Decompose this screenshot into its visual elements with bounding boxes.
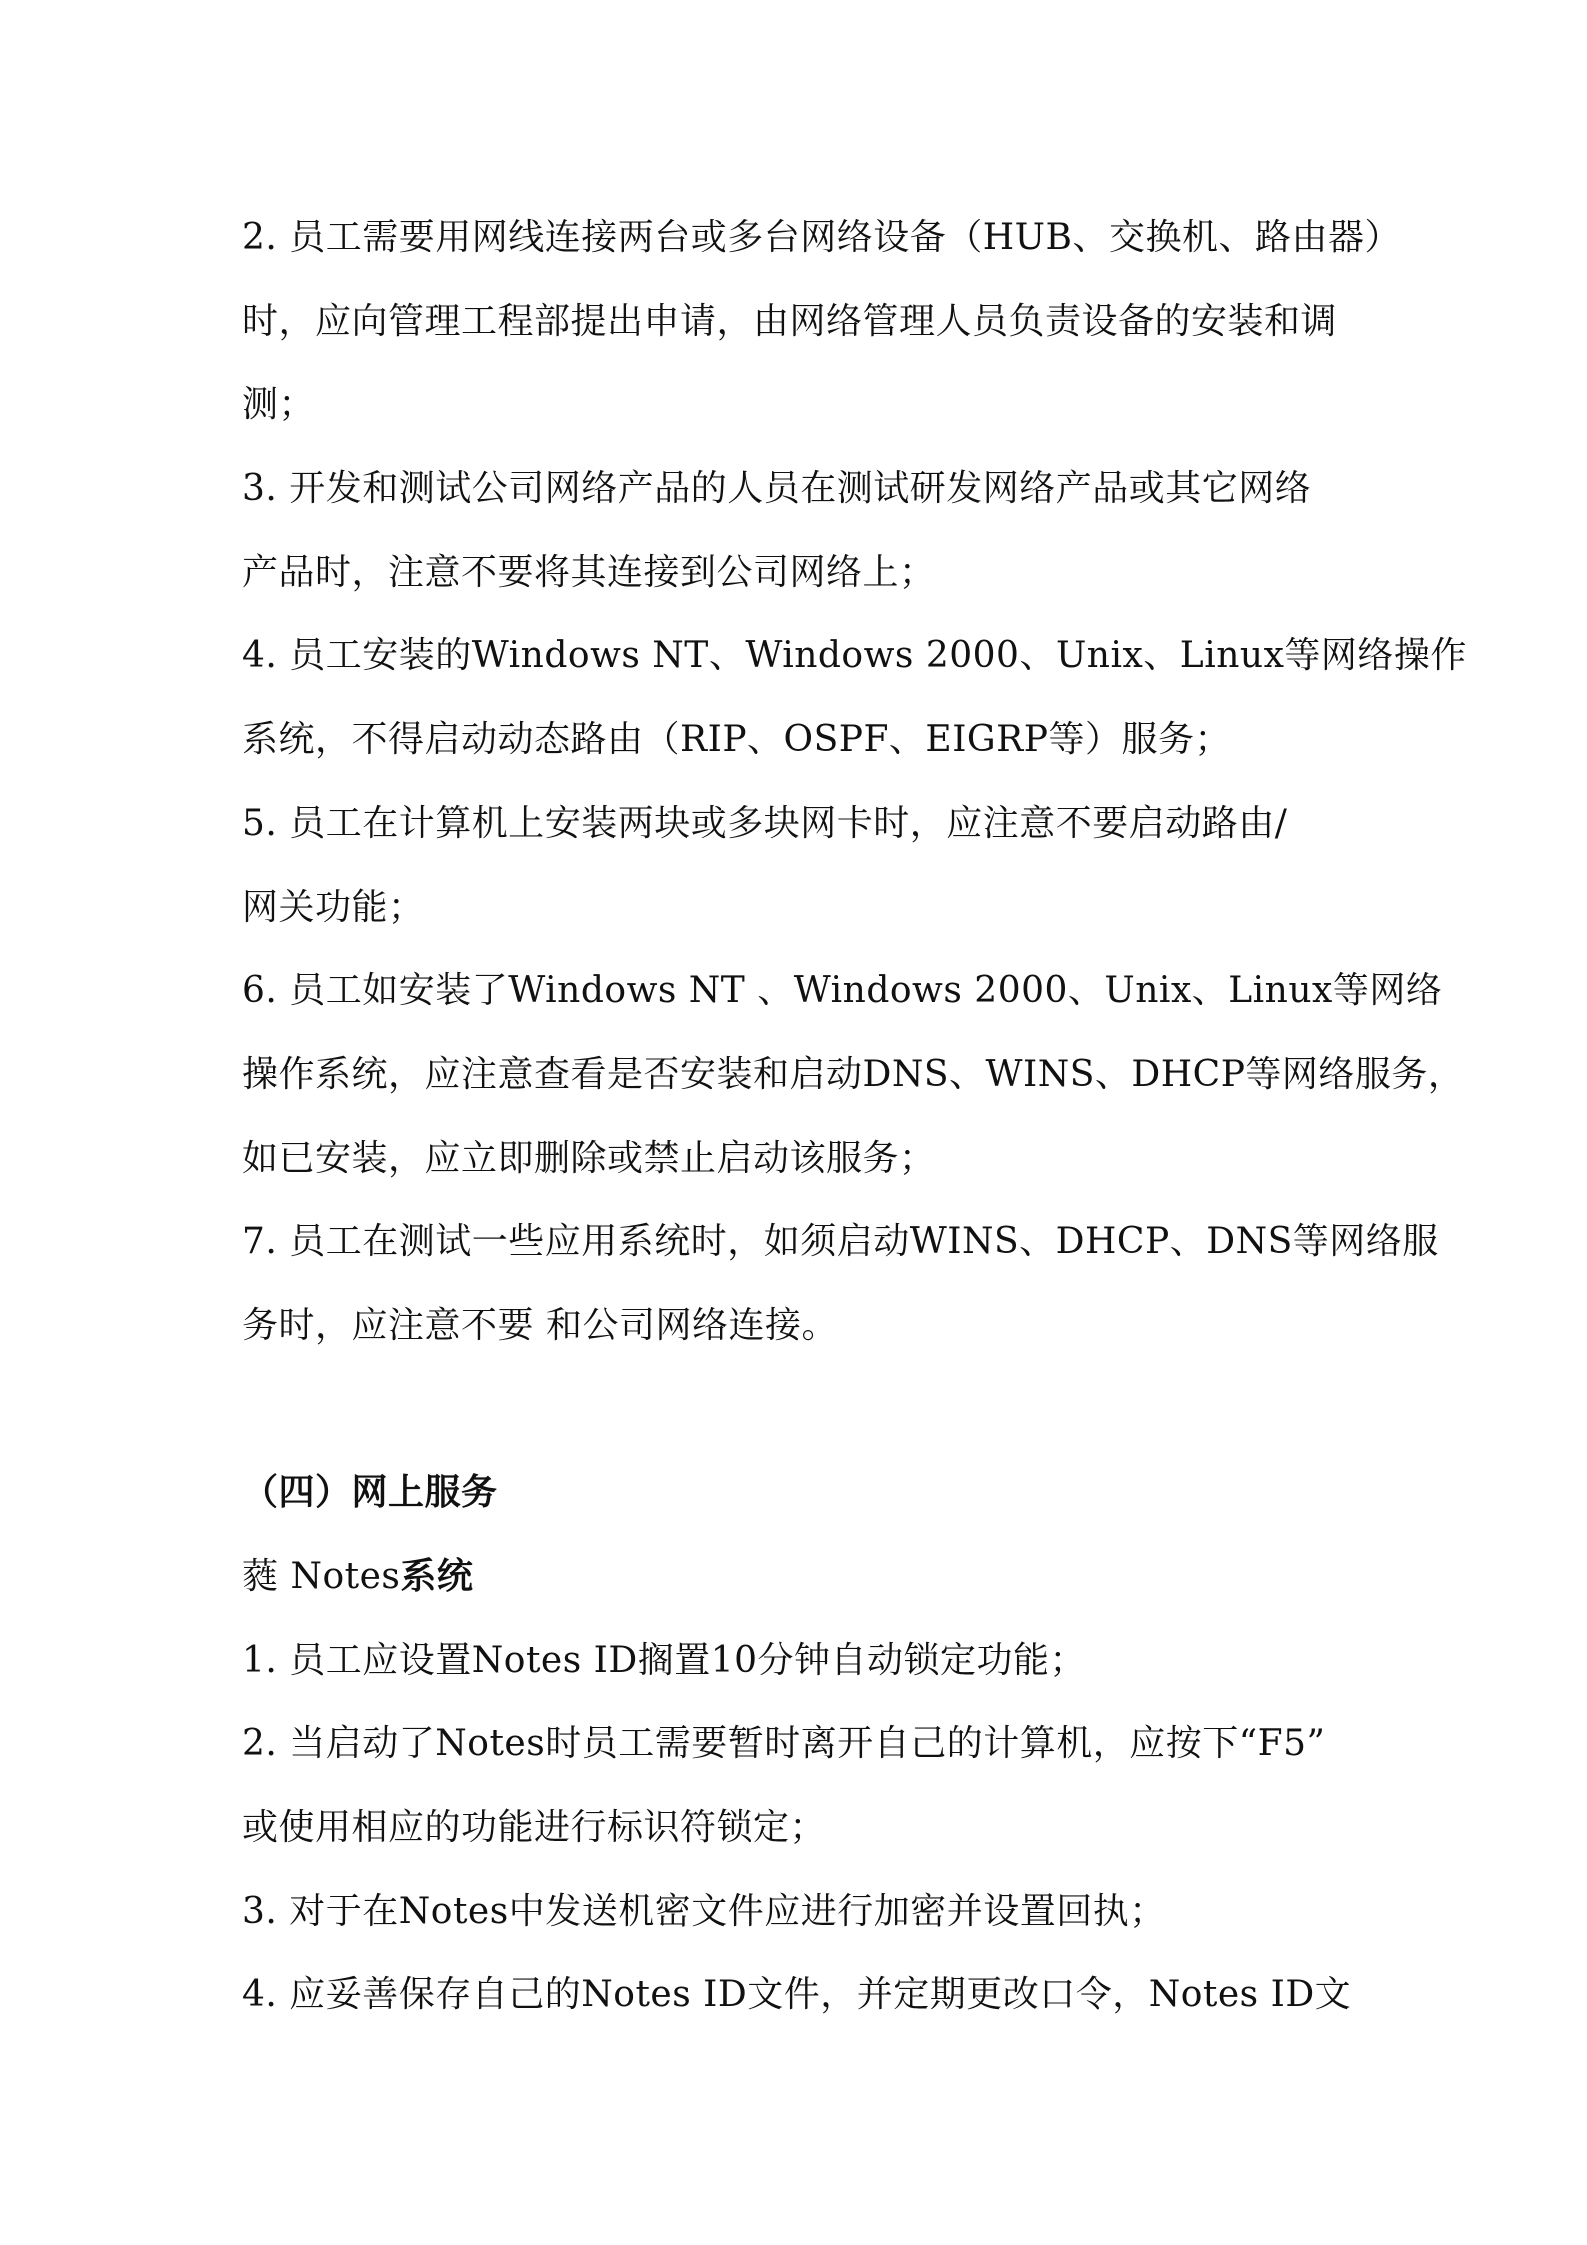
section-heading: （四）网上服务 (242, 1471, 498, 1514)
rule-item-6 (242, 949, 1465, 1200)
text-line: 5. 员工在计算机上安装两块或多块网卡时，应注意不要启动路由/ (242, 802, 1288, 844)
text-line: 务时，应注意不要 和公司网络连接。 (242, 1304, 838, 1346)
text-line: 网关功能； (242, 886, 425, 928)
text-line: 产品时，注意不要将其连接到公司网络上； (242, 551, 936, 593)
document-page (242, 196, 1467, 2037)
notes-item-3 (242, 1870, 1362, 1954)
text-line: 2. 员工需要用网线连接两台或多台网络设备（HUB、交换机、路由器） (242, 217, 1401, 258)
rule-item-7 (242, 1200, 1439, 1367)
text-line: 2. 当启动了Notes时员工需要暂时离开自己的计算机，应按下“F5” (242, 1723, 1326, 1765)
text-line: 3. 对于在Notes中发送机密文件应进行加密并设置回执； (242, 1890, 1166, 1932)
notes-item-4 (242, 1953, 1362, 2037)
text-line: 3. 开发和测试公司网络产品的人员在测试研发网络产品或其它网络 (242, 468, 1312, 510)
rule-item-2 (242, 196, 1401, 447)
spacer (242, 1368, 1362, 1452)
text-line: 系统，不得启动动态路由（RIP、OSPF、EIGRP等）服务； (242, 719, 1232, 761)
text-line: 操作系统，应注意查看是否安装和启动DNS、WINS、DHCP等网络服务， (242, 1053, 1465, 1095)
rule-item-3 (242, 447, 1362, 614)
text-line: 如已安装，应立即删除或禁止启动该服务； (242, 1137, 936, 1179)
text-line: 4. 员工安装的Windows NT、Windows 2000、Unix、Linux等网络操作 (242, 635, 1467, 677)
subsection-heading (242, 1535, 1362, 1619)
notes-rules-list (242, 1619, 1362, 2037)
rule-item-5 (242, 782, 1362, 949)
text-line: 或使用相应的功能进行标识符锁定； (242, 1807, 827, 1849)
notes-item-2 (242, 1702, 1362, 1869)
text-line: 时，应向管理工程部提出申请，由网络管理人员负责设备的安装和调 (242, 300, 1338, 342)
text-line: 测； (242, 384, 316, 426)
text-line: 1. 员工应设置Notes ID搁置10分钟自动锁定功能； (242, 1639, 1087, 1681)
text-line: 6. 员工如安装了Windows NT 、Windows 2000、Unix、Linux等网络 (242, 970, 1443, 1012)
subsection-bold: 系统 (400, 1555, 474, 1597)
notes-item-1 (242, 1619, 1362, 1703)
rule-item-4 (242, 614, 1467, 781)
network-rules-list (242, 196, 1467, 1368)
text-line: 7. 员工在测试一些应用系统时，如须启动WINS、DHCP、DNS等网络服 (242, 1221, 1439, 1263)
text-line: 4. 应妥善保存自己的Notes ID文件，并定期更改口令，Notes ID文 (242, 1974, 1352, 2016)
subsection-prefix: 蕤 Notes (242, 1556, 401, 1597)
